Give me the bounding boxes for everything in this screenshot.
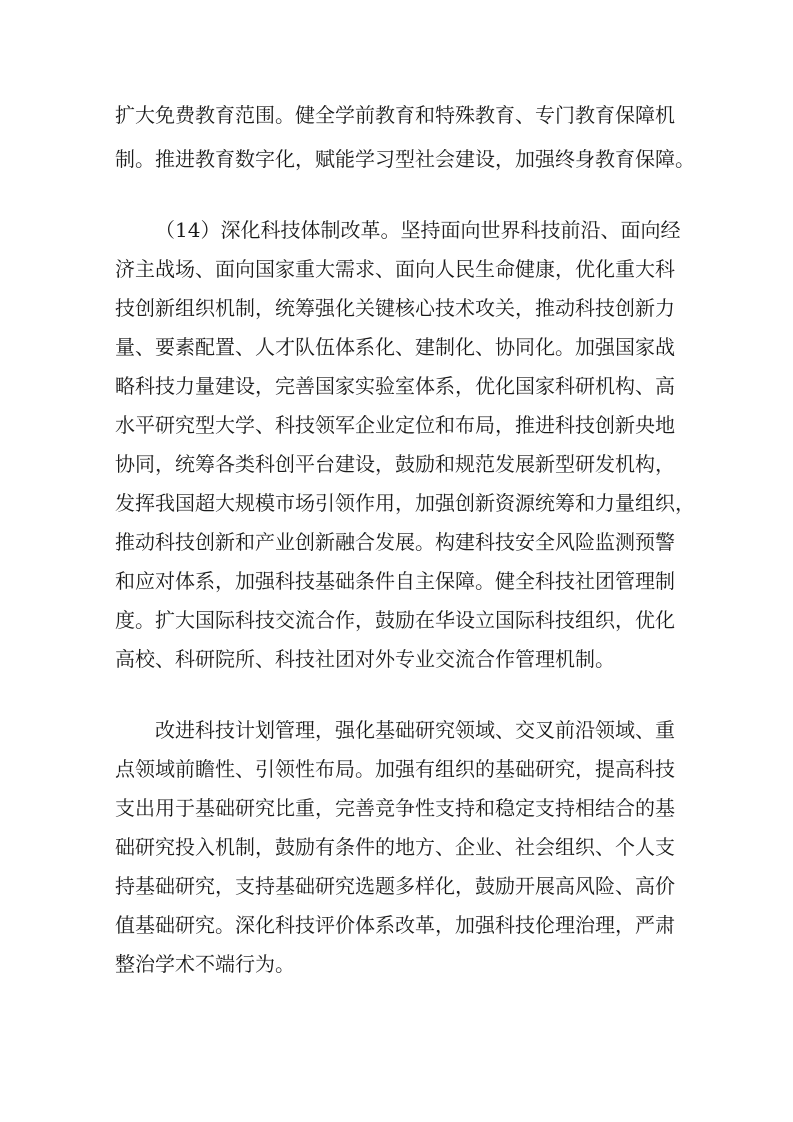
paragraph-3-line-7: 整治学术不端行为。	[115, 952, 295, 976]
paragraph-2-line-6: 水平研究型大学、科技领军企业定位和布局，推进科技创新央地	[115, 413, 675, 437]
paragraph-2-line-5: 略科技力量建设，完善国家实验室体系，优化国家科研机构、高	[115, 374, 675, 398]
paragraph-3-line-2: 点领域前瞻性、引领性布局。加强有组织的基础研究，提高科技	[115, 757, 675, 781]
paragraph-1-line-1: 扩大免费教育范围。健全学前教育和特殊教育、专门教育保障机	[115, 103, 675, 127]
paragraph-2-line-1: （14）深化科技体制改革。坚持面向世界科技前沿、面向经	[155, 218, 681, 242]
paragraph-2-line-10: 和应对体系，加强科技基础条件自主保障。健全科技社团管理制	[115, 569, 675, 593]
paragraph-3-line-1: 改进科技计划管理，强化基础研究领域、交叉前沿领域、重	[155, 718, 675, 742]
paragraph-2-line-2: 济主战场、面向国家重大需求、面向人民生命健康，优化重大科	[115, 257, 675, 281]
paragraph-3-line-5: 持基础研究，支持基础研究选题多样化，鼓励开展高风险、高价	[115, 874, 675, 898]
paragraph-3-line-6: 值基础研究。深化科技评价体系改革，加强科技伦理治理，严肃	[115, 913, 675, 937]
paragraph-3-line-4: 础研究投入机制，鼓励有条件的地方、企业、社会组织、个人支	[115, 835, 675, 859]
paragraph-2-line-11: 度。扩大国际科技交流合作，鼓励在华设立国际科技组织，优化	[115, 608, 675, 632]
paragraph-2-line-8: 发挥我国超大规模市场引领作用，加强创新资源统筹和力量组织，	[115, 491, 695, 515]
paragraph-2-line-3: 技创新组织机制，统筹强化关键核心技术攻关，推动科技创新力	[115, 296, 675, 320]
paragraph-3-line-3: 支出用于基础研究比重，完善竞争性支持和稳定支持相结合的基	[115, 796, 675, 820]
paragraph-2-line-9: 推动科技创新和产业创新融合发展。构建科技安全风险监测预警	[115, 530, 675, 554]
paragraph-2-line-4: 量、要素配置、人才队伍体系化、建制化、协同化。加强国家战	[115, 335, 675, 359]
paragraph-1-line-2: 制。推进教育数字化，赋能学习型社会建设，加强终身教育保障。	[115, 147, 695, 171]
paragraph-2-line-7: 协同，统筹各类科创平台建设，鼓励和规范发展新型研发机构，	[115, 452, 675, 476]
paragraph-2-line-12: 高校、科研院所、科技社团对外专业交流合作管理机制。	[115, 647, 615, 671]
